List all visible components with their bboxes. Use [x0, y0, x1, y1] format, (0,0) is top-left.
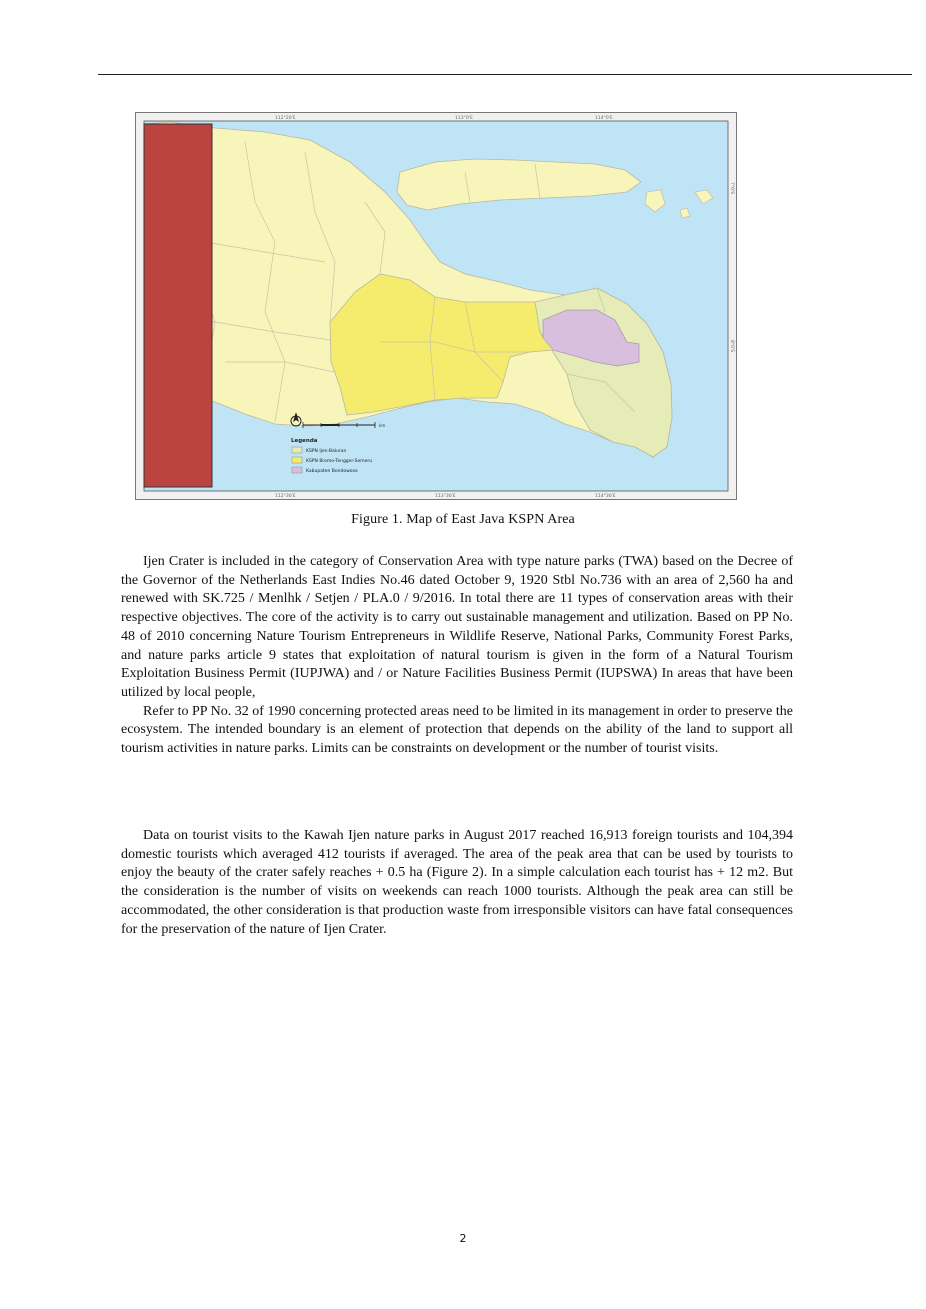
legend-swatch-bromo — [292, 457, 302, 463]
page-number: 2 — [459, 1232, 467, 1245]
legend-title: Legenda — [291, 438, 318, 444]
graticule-top-3: 114°0'E — [595, 116, 613, 121]
paragraph-2: Refer to PP No. 32 of 1990 concerning protected areas need to be limited in its management in order to preserve the ecosystem. The intended boundary is an element of protection that depends on the ability of the land to support all tourism activities in nature parks. Limits can be constraints on development or the number of tourist visits. — [121, 703, 793, 757]
figure-caption: Figure 1. Map of East Java KSPN Area — [351, 512, 575, 527]
body-text-block-1 — [121, 553, 793, 759]
scale-unit: km — [379, 423, 386, 428]
graticule-bottom-1: 112°30'E — [275, 494, 296, 499]
graticule-right-1: 7°0'S — [729, 182, 734, 195]
figure-1 — [135, 112, 737, 500]
paragraph-3: Data on tourist visits to the Kawah Ijen nature parks in August 2017 reached 16,913 foreign tourists and 104,394 domestic tourists which averaged 412 tourists if averaged. The area of the peak area that can be used by tourists to enjoy the beauty of the crater safely reaches + 0.5 ha (Figure 2). In a simple calculation each tourist has + 12 m2. But the consideration is the number of visits on weekends can reach 1000 tourists. Although the peak area can still be accommodated, the other consideration is that production waste from irresponsible visitors can have fatal consequences for the preservation of the nature of Ijen Crater. — [121, 828, 793, 937]
legend-label-ijen: KSPN Ijen-Baluran — [306, 449, 347, 454]
red-overlay-bar — [144, 124, 212, 487]
graticule-bottom-2: 113°30'E — [435, 494, 456, 499]
legend-swatch-bondowoso — [292, 467, 302, 473]
legend-swatch-ijen — [292, 447, 302, 453]
paragraph-1: Ijen Crater is included in the category of Conservation Area with type nature parks (TWA) based on the Decree of the Governor of the Netherlands East Indies No.46 dated October 9, 1920 Stbl No.736 with an area of 2,560 ha and renewed with SK.725 / Menlhk / Setjen / PLA.0 / 9/2016. In total there are 11 types of conservation areas with their respective objectives. The core of the activity is to carry out sustainable management and utilization. Based on PP No. 48 of 2010 concerning Nature Tourism Entrepreneurs in Wildlife Reserve, National Parks, Community Forest Parks, and nature parks article 9 states that exploitation of natural tourism is given in the form of a Natural Tourism Exploitation Business Permit (IUPJWA) and / or Nature Facilities Business Permit (IUPSWA) In areas that have been utilized by local people, — [121, 554, 793, 700]
east-java-kspn-map — [135, 112, 737, 500]
graticule-right-2: 8°0'S — [729, 340, 734, 353]
legend-label-bondowoso: Kabupaten Bondowoso — [306, 469, 358, 474]
graticule-top-2: 113°0'E — [455, 116, 473, 121]
graticule-top-1: 112°20'E — [275, 116, 296, 121]
graticule-bottom-3: 114°30'E — [595, 494, 616, 499]
header-rule — [98, 74, 912, 75]
body-text-block-2 — [121, 827, 793, 939]
legend-label-bromo: KSPN Bromo-Tengger-Semeru — [306, 459, 373, 464]
